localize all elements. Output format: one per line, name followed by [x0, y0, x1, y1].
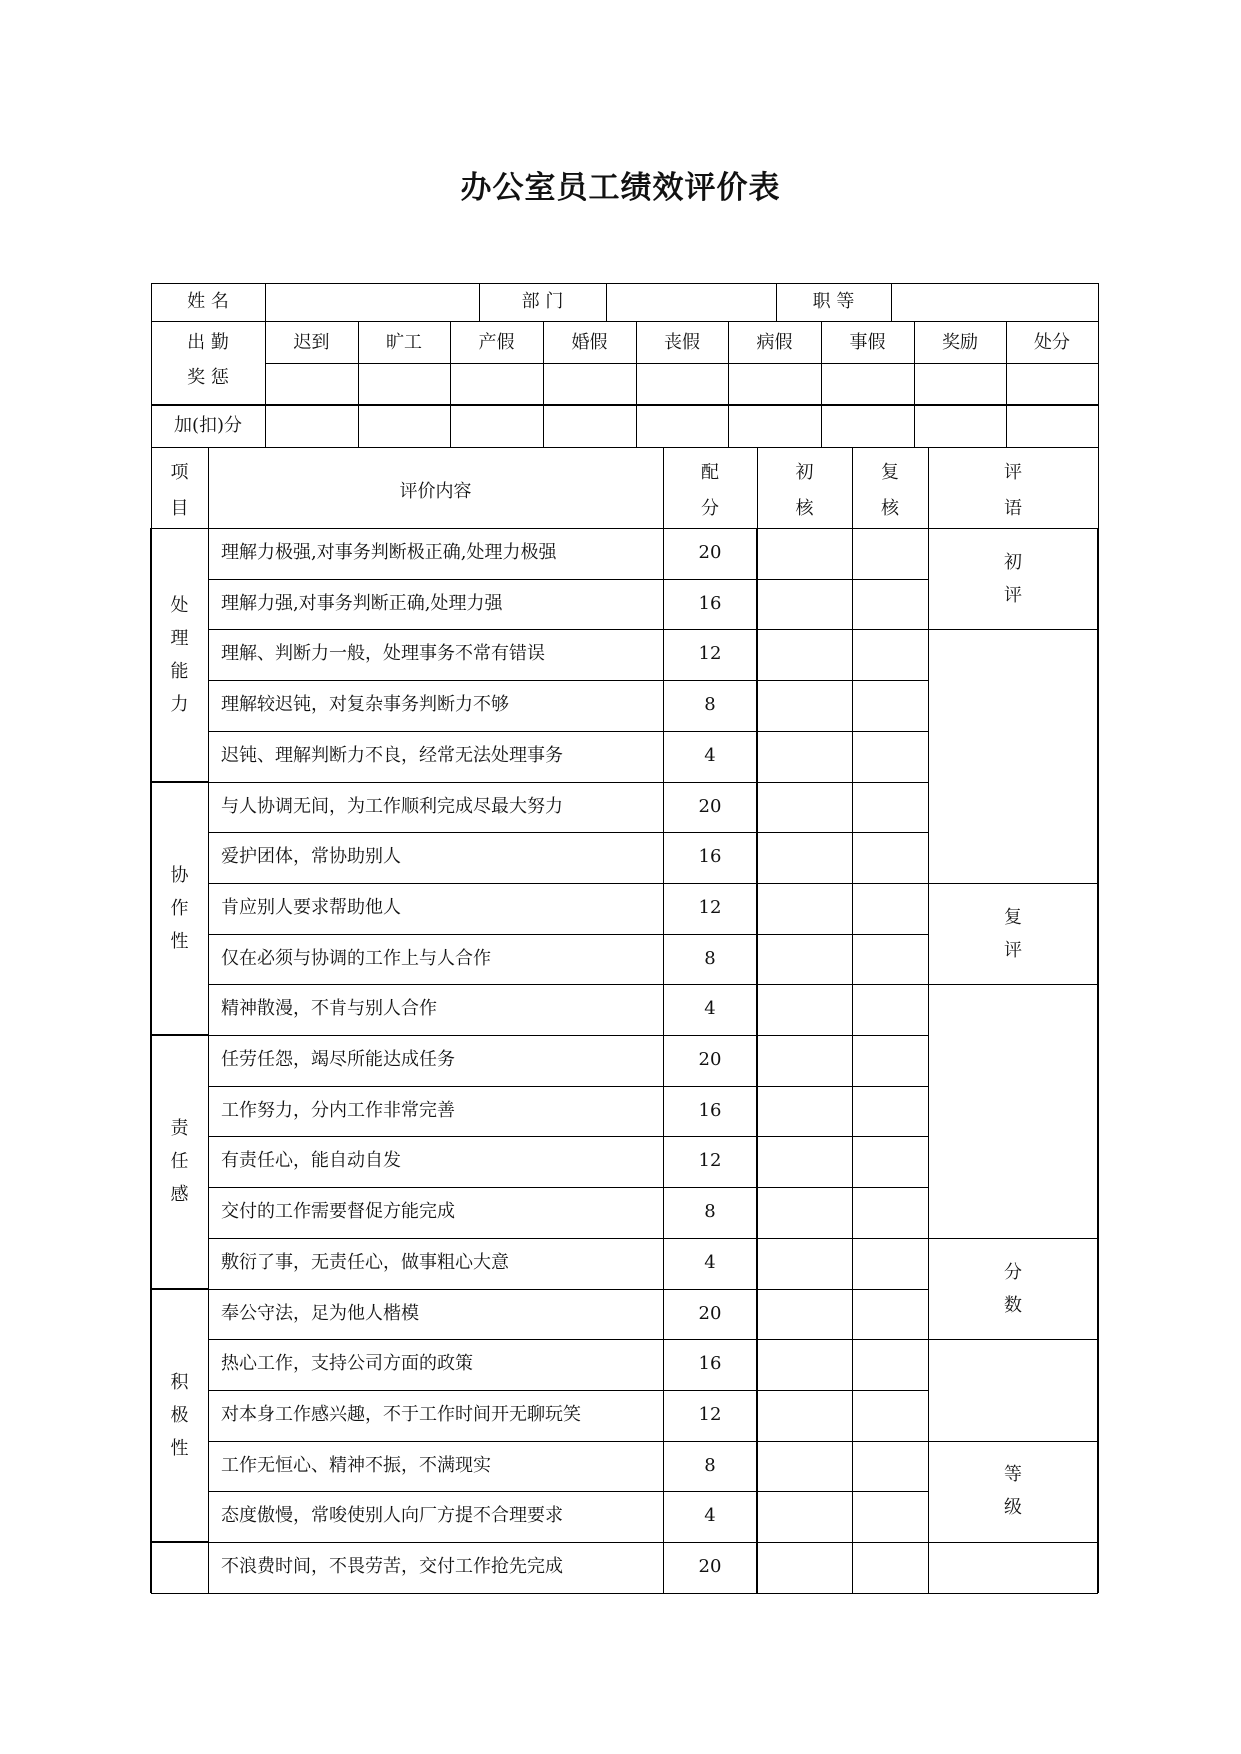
- grid-line: [928, 1593, 1098, 1594]
- dept-label: 部 门: [521, 291, 564, 312]
- grid-line: [151, 1541, 208, 1543]
- initial-score-field[interactable]: [759, 1544, 850, 1591]
- initial-score-field[interactable]: [759, 885, 850, 932]
- grid-line: [663, 528, 664, 1593]
- review-score-field[interactable]: [854, 733, 926, 780]
- criterion-text: 理解、判断力一般，处理事务不常有错误: [221, 643, 545, 665]
- initial-score-field[interactable]: [759, 733, 850, 780]
- attendance-col-7: 奖励: [942, 332, 978, 353]
- review-score-field[interactable]: [854, 784, 926, 831]
- grid-line: [928, 1238, 1098, 1239]
- score-value: 4: [704, 744, 716, 766]
- review-score-field[interactable]: [854, 936, 926, 983]
- review-score-field[interactable]: [854, 1341, 926, 1388]
- item-header: 项目: [170, 462, 189, 519]
- grid-line: [1098, 321, 1099, 447]
- comment-initial-label: 初评: [1004, 551, 1022, 606]
- bonus-value-1[interactable]: [359, 406, 449, 446]
- grid-line: [208, 1441, 928, 1442]
- criterion-text: 有责任心，能自动自发: [221, 1150, 401, 1172]
- score-value: 4: [704, 998, 716, 1020]
- comment-header: 评语: [1004, 462, 1022, 519]
- criterion-text: 奉公守法，足为他人楷模: [221, 1302, 419, 1324]
- review-score-field[interactable]: [854, 581, 926, 628]
- criterion-text: 敷衍了事，无责任心，做事粗心大意: [221, 1251, 509, 1273]
- category-label: 处理能力: [170, 594, 189, 715]
- grid-line: [928, 1542, 1098, 1543]
- rank-field[interactable]: [892, 284, 1097, 320]
- name-label: 姓 名: [187, 291, 229, 312]
- initial-score-field[interactable]: [759, 1037, 850, 1084]
- criterion-text: 理解较迟钝，对复杂事务判断力不够: [221, 694, 509, 716]
- initial-score-field[interactable]: [759, 1291, 850, 1338]
- initial-score-field[interactable]: [759, 631, 850, 678]
- initial-score-field[interactable]: [759, 986, 850, 1033]
- bonus-value-2[interactable]: [451, 406, 542, 446]
- grid-line: [208, 1593, 928, 1594]
- bonus-value-0[interactable]: [266, 406, 357, 446]
- grid-line: [151, 447, 1098, 448]
- review-score-field[interactable]: [854, 1189, 926, 1236]
- criterion-text: 热心工作，支持公司方面的政策: [221, 1353, 473, 1375]
- score-value: 16: [698, 1353, 722, 1375]
- attendance-value-2[interactable]: [451, 364, 542, 404]
- review-score-field[interactable]: [854, 1392, 926, 1439]
- bonus-value-3[interactable]: [544, 406, 635, 446]
- comment-score-field[interactable]: [930, 1341, 1096, 1438]
- attendance-col-3: 婚假: [571, 332, 608, 353]
- grid-line: [208, 1035, 928, 1036]
- grid-line: [757, 447, 758, 528]
- grid-line: [1098, 447, 1099, 528]
- initial-score-field[interactable]: [759, 1189, 850, 1236]
- score-value: 12: [698, 1403, 722, 1425]
- attendance-value-4[interactable]: [637, 364, 727, 404]
- criterion-text: 理解力强,对事务判断正确,处理力强: [221, 592, 503, 614]
- attendance-value-8[interactable]: [1007, 364, 1097, 404]
- grid-line: [208, 1339, 928, 1340]
- grid-line: [208, 1491, 928, 1492]
- review-score-field[interactable]: [854, 834, 926, 881]
- review-score-field[interactable]: [854, 1088, 926, 1135]
- comment-grade-field[interactable]: [930, 1544, 1096, 1591]
- review-score-field[interactable]: [854, 530, 926, 577]
- attendance-value-5[interactable]: [729, 364, 820, 404]
- attendance-col-8: 处分: [1034, 332, 1070, 353]
- review-score-field[interactable]: [854, 1240, 926, 1287]
- review-score-field[interactable]: [854, 1291, 926, 1338]
- score-value: 12: [698, 896, 722, 918]
- review-score-field[interactable]: [854, 885, 926, 932]
- grid-line: [208, 629, 928, 630]
- attendance-value-6[interactable]: [822, 364, 913, 404]
- grid-line: [151, 1288, 208, 1290]
- comment-review-field[interactable]: [930, 986, 1096, 1236]
- grid-line: [150, 528, 152, 1593]
- criterion-text: 理解力极强,对事务判断极正确,处理力极强: [221, 542, 557, 563]
- score-header: 配分: [701, 462, 719, 519]
- initial-score-field[interactable]: [759, 530, 850, 577]
- attendance-label-line2: 奖 惩: [187, 367, 229, 388]
- grid-line: [928, 447, 929, 528]
- grid-line: [928, 528, 929, 1593]
- initial-score-field[interactable]: [759, 1443, 850, 1490]
- grid-line: [1097, 528, 1099, 1593]
- review-score-field[interactable]: [854, 1037, 926, 1084]
- criterion-text: 精神散漫，不肯与别人合作: [221, 998, 437, 1020]
- criterion-text: 迟钝、理解判断力不良，经常无法处理事务: [221, 744, 563, 766]
- category-label: 责任感: [170, 1118, 189, 1206]
- grid-line: [208, 782, 928, 783]
- grid-line: [208, 731, 928, 732]
- bonus-value-4[interactable]: [637, 406, 727, 446]
- grid-line: [208, 1390, 928, 1391]
- criterion-text: 仅在必须与协调的工作上与人合作: [221, 947, 491, 969]
- score-value: 16: [698, 846, 722, 868]
- grid-line: [852, 447, 853, 528]
- page-title: 办公室员工绩效评价表: [460, 170, 781, 206]
- grid-line: [208, 984, 928, 985]
- score-value: 20: [698, 1556, 722, 1577]
- score-value: 4: [704, 1251, 716, 1273]
- initial-score-field[interactable]: [759, 581, 850, 628]
- initial-score-field[interactable]: [759, 936, 850, 983]
- criterion-text: 工作努力，分内工作非常完善: [221, 1099, 455, 1121]
- grid-line: [928, 1441, 1098, 1442]
- bonus-value-6[interactable]: [822, 406, 913, 446]
- score-value: 12: [698, 643, 722, 665]
- grid-line: [208, 1086, 928, 1087]
- review-header: 复核: [881, 462, 899, 519]
- initial-header: 初核: [795, 462, 814, 519]
- attendance-col-0: 迟到: [293, 332, 330, 353]
- grid-line: [151, 321, 1098, 322]
- score-value: 20: [698, 542, 722, 563]
- attendance-col-1: 旷工: [386, 332, 422, 353]
- comment-score-label: 分数: [1004, 1261, 1022, 1316]
- grid-line: [208, 1187, 928, 1188]
- criterion-text: 爱护团体，常协助别人: [221, 846, 401, 868]
- attendance-value-0[interactable]: [266, 364, 357, 404]
- review-score-field[interactable]: [854, 986, 926, 1033]
- review-score-field[interactable]: [854, 1544, 926, 1591]
- comment-grade-label: 等级: [1004, 1464, 1022, 1519]
- score-value: 12: [698, 1150, 722, 1172]
- score-value: 20: [698, 1049, 722, 1070]
- grid-line: [208, 1136, 928, 1137]
- grid-line: [756, 528, 758, 1593]
- grid-line: [208, 832, 928, 833]
- initial-score-field[interactable]: [759, 1341, 850, 1388]
- grid-line: [151, 781, 208, 783]
- grid-line: [208, 883, 928, 884]
- criterion-text: 任劳任怨，竭尽所能达成任务: [221, 1049, 455, 1070]
- attendance-col-6: 事假: [849, 332, 886, 353]
- score-value: 16: [698, 1099, 722, 1121]
- initial-score-field[interactable]: [759, 682, 850, 729]
- initial-score-field[interactable]: [759, 1088, 850, 1135]
- grid-line: [928, 1339, 1098, 1340]
- grid-line: [151, 447, 152, 528]
- criterion-text: 工作无恒心、精神不振，不满现实: [221, 1454, 491, 1476]
- grid-line: [208, 934, 928, 935]
- grid-line: [208, 528, 209, 1593]
- comment-review-label: 复评: [1004, 906, 1022, 961]
- attendance-label-line1: 出 勤: [187, 332, 229, 353]
- attendance-col-4: 丧假: [664, 332, 700, 353]
- criterion-text: 态度傲慢，常唆使别人向厂方提不合理要求: [221, 1505, 563, 1527]
- grid-line: [928, 883, 1098, 884]
- grid-line: [852, 528, 853, 1593]
- review-score-field[interactable]: [854, 631, 926, 678]
- review-score-field[interactable]: [854, 1138, 926, 1185]
- criterion-text: 交付的工作需要督促方能完成: [221, 1201, 455, 1223]
- initial-score-field[interactable]: [759, 1138, 850, 1185]
- criterion-text: 不浪费时间，不畏劳苦，交付工作抢先完成: [221, 1556, 563, 1577]
- criterion-text: 对本身工作感兴趣，不于工作时间开无聊玩笑: [221, 1403, 581, 1425]
- grid-line: [928, 629, 1098, 630]
- criterion-text: 肯应别人要求帮助他人: [221, 896, 401, 918]
- comment-initial-field[interactable]: [930, 631, 1096, 881]
- score-value: 4: [704, 1505, 716, 1527]
- grid-line: [1098, 283, 1099, 321]
- score-value: 8: [704, 1201, 716, 1223]
- initial-score-field[interactable]: [759, 834, 850, 881]
- score-value: 8: [704, 947, 716, 969]
- bonus-value-8[interactable]: [1007, 406, 1097, 446]
- bonus-value-5[interactable]: [729, 406, 820, 446]
- review-score-field[interactable]: [854, 682, 926, 729]
- grid-line: [208, 1238, 928, 1239]
- grid-line: [208, 680, 928, 681]
- initial-score-field[interactable]: [759, 784, 850, 831]
- initial-score-field[interactable]: [759, 1392, 850, 1439]
- score-value: 20: [698, 795, 722, 817]
- initial-score-field[interactable]: [759, 1240, 850, 1287]
- criterion-text: 与人协调无间，为工作顺利完成尽最大努力: [221, 795, 563, 817]
- score-value: 8: [704, 694, 716, 716]
- score-value: 20: [698, 1302, 722, 1324]
- category-label: 积极性: [170, 1371, 189, 1459]
- dept-field[interactable]: [607, 284, 775, 320]
- grid-line: [928, 984, 1098, 985]
- review-score-field[interactable]: [854, 1493, 926, 1540]
- grid-line: [208, 1542, 928, 1543]
- content-header: 评价内容: [399, 481, 472, 502]
- attendance-col-5: 病假: [756, 332, 793, 353]
- category-label: 协作性: [170, 864, 189, 952]
- score-value: 16: [698, 592, 722, 614]
- initial-score-field[interactable]: [759, 1493, 850, 1540]
- attendance-value-7[interactable]: [915, 364, 1005, 404]
- grid-line: [151, 1593, 208, 1594]
- name-field[interactable]: [266, 284, 478, 320]
- score-value: 8: [704, 1454, 716, 1476]
- attendance-value-1[interactable]: [359, 364, 449, 404]
- bonus-value-7[interactable]: [915, 406, 1005, 446]
- grid-line: [663, 447, 664, 528]
- grid-line: [208, 579, 928, 580]
- attendance-col-2: 产假: [478, 332, 515, 353]
- review-score-field[interactable]: [854, 1443, 926, 1490]
- bonus-label: 加(扣)分: [173, 415, 243, 436]
- grid-line: [208, 1289, 928, 1290]
- rank-label: 职 等: [812, 291, 855, 312]
- grid-line: [928, 528, 1098, 529]
- grid-line: [151, 1034, 208, 1036]
- attendance-value-3[interactable]: [544, 364, 635, 404]
